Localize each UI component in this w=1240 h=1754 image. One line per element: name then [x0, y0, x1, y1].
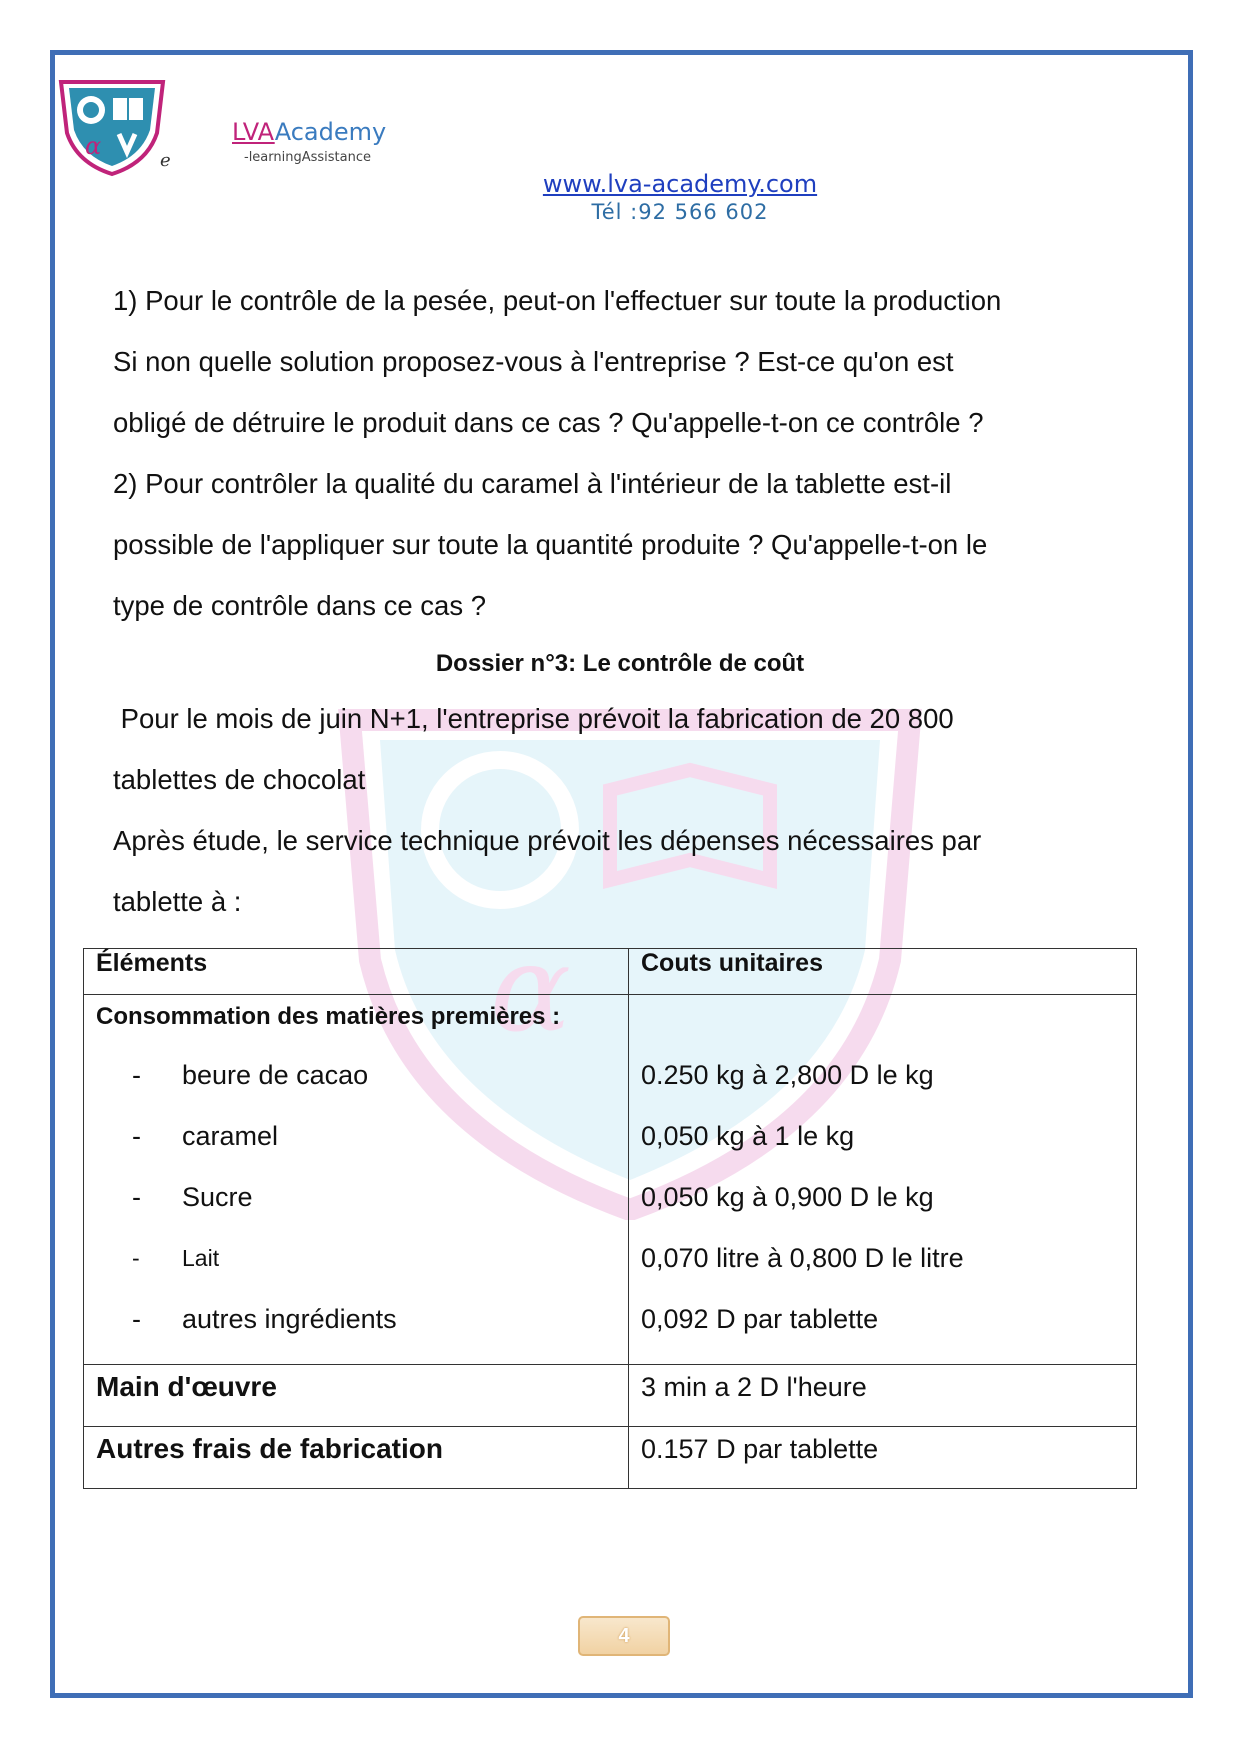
intro-line: Après étude, le service technique prévoit les dépenses nécessaires par	[113, 825, 982, 856]
cost-table	[83, 948, 1137, 1489]
cost-value: 0,050 kg à 0,900 D le kg	[641, 1182, 934, 1212]
body-line: Si non quelle solution proposez-vous à l'entreprise ? Est-ce qu'on est	[113, 346, 954, 377]
body-line: type de contrôle dans ce cas ?	[113, 590, 487, 621]
materials-cost-cell	[629, 995, 1137, 1365]
logo-e-letter: e	[160, 150, 171, 171]
list-item: - caramel	[132, 1121, 279, 1151]
brand-tagline: -learningAssistance	[244, 150, 371, 165]
page-number: 4	[578, 1616, 670, 1656]
intro-line: Pour le mois de juin N+1, l'entreprise prévoit la fabrication de 20 800	[113, 703, 954, 734]
svg-text:α: α	[490, 920, 572, 1059]
materials-label: Consommation des matières premières :	[96, 1003, 561, 1030]
contact-block	[500, 170, 860, 224]
phone-number: Tél :92 566 602	[591, 200, 769, 224]
intro-line: tablettes de chocolat	[113, 764, 366, 795]
header-elements: Éléments	[84, 949, 629, 995]
body-line: possible de l'appliquer sur toute la quantité produite ? Qu'appelle-t-on le	[113, 529, 988, 560]
list-item: - Lait	[132, 1245, 220, 1271]
list-item: - beure de cacao	[132, 1060, 369, 1090]
body-line: 2) Pour contrôler la qualité du caramel à l'intérieur de la tablette est-il	[113, 468, 952, 499]
brand-academy: Academy	[274, 118, 387, 146]
svg-text:α: α	[85, 132, 102, 160]
brand-name	[232, 118, 386, 165]
table-row-other	[84, 1427, 1137, 1489]
body-line: obligé de détruire le produit dans ce cas ? Qu'appelle-t-on ce contrôle ?	[113, 407, 984, 438]
header-unit-costs: Couts unitaires	[629, 949, 1137, 995]
section-heading: Dossier n°3: Le contrôle de coût	[435, 650, 805, 677]
labor-cost: 3 min a 2 D l'heure	[629, 1365, 1137, 1427]
intro-line: tablette à :	[113, 886, 242, 917]
materials-cell	[84, 995, 629, 1365]
list-item: - Sucre	[132, 1182, 253, 1212]
table-row-labor	[84, 1365, 1137, 1427]
table-row-materials	[84, 995, 1137, 1365]
cost-value: 0,050 kg à 1 le kg	[641, 1121, 855, 1151]
brand-lva: LVA	[232, 118, 275, 146]
table-header-row	[84, 949, 1137, 995]
other-costs-label: Autres frais de fabrication	[84, 1427, 629, 1489]
list-item: - autres ingrédients	[132, 1304, 397, 1334]
labor-label: Main d'œuvre	[84, 1365, 629, 1427]
cost-value: 0,092 D par tablette	[641, 1304, 879, 1334]
other-costs-value: 0.157 D par tablette	[629, 1427, 1137, 1489]
cost-value: 0,070 litre à 0,800 D le litre	[641, 1243, 964, 1273]
body-line: 1) Pour le contrôle de la pesée, peut-on l'effectuer sur toute la production	[113, 285, 1002, 316]
academy-logo	[57, 78, 167, 178]
website-link[interactable]: www.lva-academy.com	[542, 170, 818, 198]
cost-value: 0.250 kg à 2,800 D le kg	[641, 1060, 934, 1090]
